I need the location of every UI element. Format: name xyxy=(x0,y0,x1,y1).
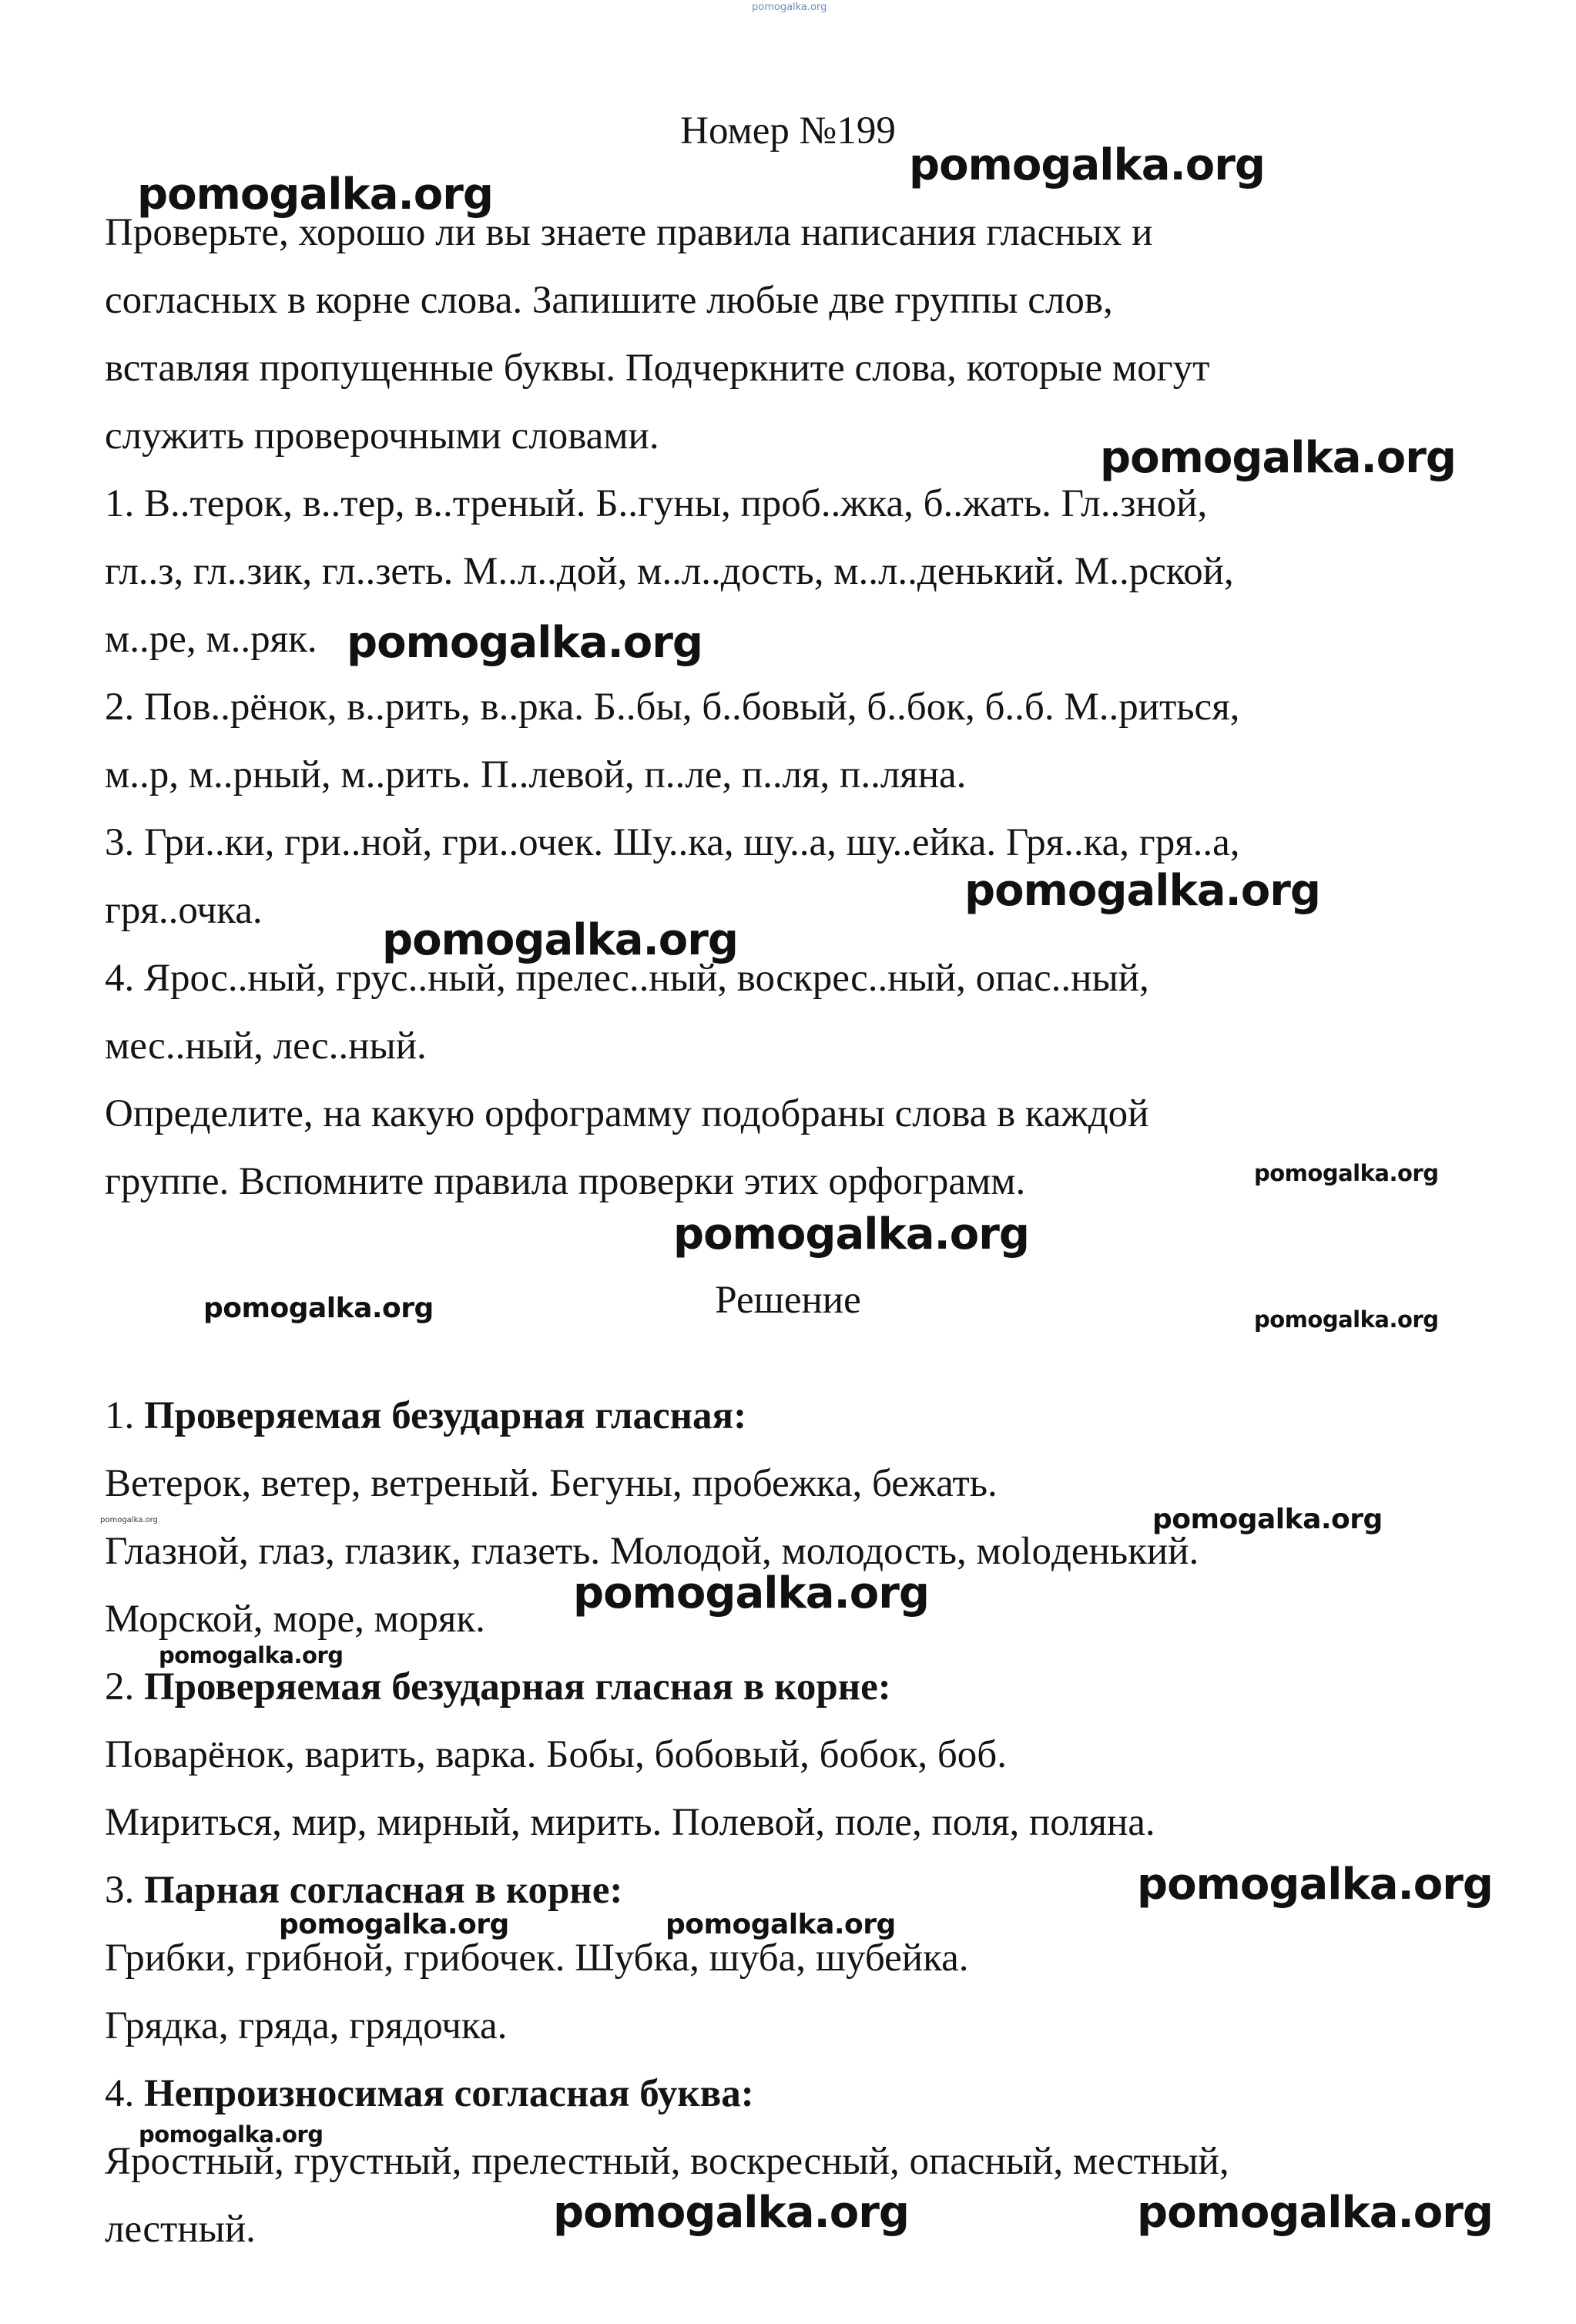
watermark: pomogalka.org xyxy=(159,1642,344,1668)
watermark: pomogalka.org xyxy=(1254,1306,1439,1333)
solution-line: Яростный, грустный, прелестный, воскресный, опасный, местный, xyxy=(105,2140,1229,2183)
task-line: м..ре, м..ряк. xyxy=(105,618,317,661)
solution-heading-text: Парная согласная в корне: xyxy=(144,1869,623,1912)
watermark: pomogalka.org xyxy=(1137,2188,1493,2238)
solution-line: Мириться, мир, мирный, мирить. Полевой, поле, поля, поляна. xyxy=(105,1801,1155,1844)
solution-line: Морской, море, моряк. xyxy=(105,1598,485,1641)
task-line: гря..очка. xyxy=(105,889,263,932)
solution-heading xyxy=(105,2071,754,2117)
watermark: pomogalka.org xyxy=(203,1293,434,1324)
task-line: вставляя пропущенные буквы. Подчеркните слова, которые могут xyxy=(105,347,1210,390)
watermark: pomogalka.org xyxy=(1100,433,1456,483)
watermark: pomogalka.org xyxy=(1152,1504,1383,1535)
watermark: pomogalka.org xyxy=(1254,1160,1439,1186)
watermark: pomogalka.org xyxy=(673,1209,1029,1259)
watermark-tiny: pomogalka.org xyxy=(100,1516,158,1524)
header-watermark: pomogalka.org xyxy=(752,2,827,13)
solution-heading-text: Непроизносимая согласная буква: xyxy=(144,2072,754,2115)
watermark: pomogalka.org xyxy=(382,915,738,965)
solution-heading xyxy=(105,1664,891,1710)
solution-line: Ветерок, ветер, ветреный. Бегуны, пробежка, бежать. xyxy=(105,1462,998,1505)
task-line: 4. Ярос..ный, грус..ный, прелес..ный, воскрес..ный, опас..ный, xyxy=(105,957,1149,1000)
solution-line: Глазной, глаз, глазик, глазеть. Молодой, молодость, моloденький. xyxy=(105,1530,1199,1573)
solution-line: Грядка, гряда, грядочка. xyxy=(105,2004,508,2047)
task-line: служить проверочными словами. xyxy=(105,414,659,458)
solution-number: 4. xyxy=(105,2072,135,2115)
solution-number: 1. xyxy=(105,1394,135,1437)
solution-number: 2. xyxy=(105,1665,135,1709)
task-line: гл..з, гл..зик, гл..зеть. М..л..дой, м..л..дость, м..л..денький. М..рской, xyxy=(105,550,1234,593)
task-line: 3. Гри..ки, гри..ной, гри..очек. Шу..ка, шу..а, шу..ейка. Гря..ка, гря..а, xyxy=(105,821,1240,864)
solution-line: Грибки, грибной, грибочек. Шубка, шуба, шубейка. xyxy=(105,1937,969,1980)
watermark: pomogalka.org xyxy=(279,1909,509,1940)
watermark: pomogalka.org xyxy=(137,169,493,220)
watermark: pomogalka.org xyxy=(553,2188,909,2238)
watermark: pomogalka.org xyxy=(347,618,702,668)
task-line: 1. В..терок, в..тер, в..треный. Б..гуны, проб..жка, б..жать. Гл..зной, xyxy=(105,482,1208,525)
task-line: группе. Вспомните правила проверки этих орфограмм. xyxy=(105,1160,1026,1203)
solution-number: 3. xyxy=(105,1869,135,1912)
watermark: pomogalka.org xyxy=(909,140,1265,190)
watermark: pomogalka.org xyxy=(573,1568,929,1618)
solution-heading-text: Проверяемая безударная гласная в корне: xyxy=(144,1665,891,1709)
task-line: мес..ный, лес..ный. xyxy=(105,1025,427,1068)
task-line: согласных в корне слова. Запишите любые две группы слов, xyxy=(105,279,1113,322)
solution-title: Решение xyxy=(715,1279,861,1322)
watermark: pomogalka.org xyxy=(139,2121,324,2148)
page-title: Номер №199 xyxy=(680,109,896,153)
watermark: pomogalka.org xyxy=(1137,1860,1493,1910)
task-line: 2. Пов..рёнок, в..рить, в..рка. Б..бы, б..бовый, б..бок, б..б. М..риться, xyxy=(105,686,1240,729)
solution-heading xyxy=(105,1867,622,1913)
watermark: pomogalka.org xyxy=(666,1909,896,1940)
solution-heading-text: Проверяемая безударная гласная: xyxy=(144,1394,747,1437)
task-line: Определите, на какую орфограмму подобраны слова в каждой xyxy=(105,1092,1149,1135)
solution-line: лестный. xyxy=(105,2208,256,2251)
task-line: м..р, м..рный, м..рить. П..левой, п..ле, п..ля, п..ляна. xyxy=(105,753,967,796)
solution-line: Поварёнок, варить, варка. Бобы, бобовый, бобок, боб. xyxy=(105,1733,1008,1776)
solution-heading xyxy=(105,1393,746,1439)
watermark: pomogalka.org xyxy=(964,866,1320,916)
task-line: Проверьте, хорошо ли вы знаете правила написания гласных и xyxy=(105,211,1153,254)
